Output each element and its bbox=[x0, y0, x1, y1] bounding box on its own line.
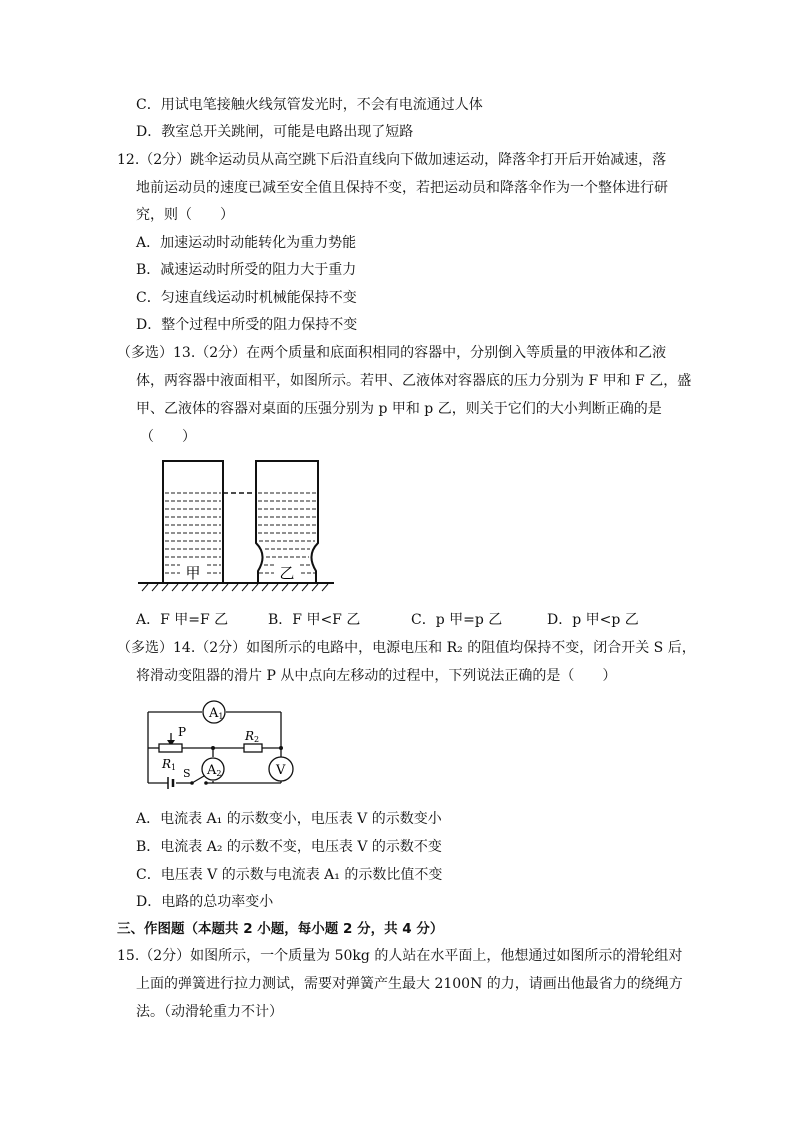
q12-stem-line-2: 地前运动员的速度已减至安全值且保持不变，若把运动员和降落伞作为一个整体进行研 bbox=[136, 180, 668, 196]
q12-option-a: A．加速运动时动能转化为重力势能 bbox=[136, 235, 357, 251]
containers-figure bbox=[138, 455, 338, 595]
a1-label: A bbox=[209, 706, 219, 721]
a1-subscript: 1 bbox=[218, 712, 224, 721]
q13-stem-line-2: 体，两容器中液面相平，如图所示。若甲、乙液体对容器底的压力分别为 F 甲和 F 乙，盛 bbox=[136, 373, 692, 389]
q14-stem-line-1: （多选）14.（2分）如图所示的电路中，电源电压和 R₂ 的阻值均保持不变，闭合开关 S 后， bbox=[117, 640, 696, 656]
section-3-heading: 三、作图题（本题共 2 小题，每小题 2 分，共 4 分） bbox=[117, 921, 444, 937]
svg-text:R1 bbox=[161, 757, 176, 772]
q11-option-d: D．教室总开关跳闸，可能是电路出现了短路 bbox=[136, 124, 414, 140]
q13-option-c: C．p 甲=p 乙 bbox=[411, 612, 503, 628]
slider-p-label: P bbox=[178, 725, 187, 739]
v-label: V bbox=[276, 763, 286, 778]
q12-option-b: B．减速运动时所受的阻力大于重力 bbox=[136, 262, 357, 278]
a2-subscript: 2 bbox=[216, 769, 222, 778]
q14-option-d: D．电路的总功率变小 bbox=[136, 894, 274, 910]
q14-stem-line-2: 将滑动变阻器的滑片 P 从中点向左移动的过程中，下列说法正确的是（ ） bbox=[136, 668, 617, 684]
q13-stem-line-4: （ ） bbox=[140, 429, 196, 445]
q14-option-a: A．电流表 A₁ 的示数变小，电压表 V 的示数变小 bbox=[136, 811, 442, 827]
q15-stem-line-3: 法。（动滑轮重力不计） bbox=[136, 1004, 283, 1020]
resistor-r1 bbox=[159, 744, 182, 752]
r2-label: R bbox=[245, 729, 255, 743]
a2-label: A bbox=[207, 763, 217, 778]
svg-text:R2 bbox=[244, 729, 259, 744]
q12-option-d: D．整个过程中所受的阻力保持不变 bbox=[136, 317, 358, 333]
q15-stem-line-1: 15.（2分）如图所示，一个质量为 50kg 的人站在水平面上，他想通过如图所示的滑轮组对 bbox=[117, 948, 683, 964]
q13-stem-line-3: 甲、乙液体的容器对桌面的压强分别为 p 甲和 p 乙，则关于它们的大小判断正确的是 bbox=[136, 401, 662, 417]
q11-option-c: C．用试电笔接触火线氖管发光时，不会有电流通过人体 bbox=[136, 97, 483, 113]
r1-label: R bbox=[162, 757, 172, 771]
circuit-diagram bbox=[140, 695, 300, 800]
r2-subscript: 2 bbox=[254, 735, 260, 744]
resistor-r2 bbox=[244, 744, 262, 752]
q15-stem-line-2: 上面的弹簧进行拉力测试，需要对弹簧产生最大 2100N 的力，请画出他最省力的绕绳方 bbox=[136, 976, 683, 992]
q13-option-d: D．p 甲<p 乙 bbox=[547, 612, 639, 628]
q13-option-a: A．F 甲=F 乙 bbox=[136, 612, 229, 628]
q13-stem-line-1: （多选）13.（2分）在两个质量和底面积相同的容器中，分别倒入等质量的甲液体和乙液 bbox=[117, 345, 667, 361]
switch-s-label: S bbox=[183, 767, 191, 780]
q13-option-b: B．F 甲<F 乙 bbox=[268, 612, 361, 628]
q14-option-b: B．电流表 A₂ 的示数不变，电压表 V 的示数不变 bbox=[136, 839, 442, 855]
q12-stem-line-3: 究，则（ ） bbox=[136, 207, 234, 223]
r1-subscript: 1 bbox=[171, 763, 177, 772]
label-yi: 乙 bbox=[279, 564, 295, 582]
q12-option-c: C．匀速直线运动时机械能保持不变 bbox=[136, 290, 357, 306]
q14-option-c: C．电压表 V 的示数与电流表 A₁ 的示数比值不变 bbox=[136, 867, 443, 883]
label-jia: 甲 bbox=[185, 564, 201, 582]
q12-stem-line-1: 12.（2分）跳伞运动员从高空跳下后沿直线向下做加速运动，降落伞打开后开始减速，落 bbox=[117, 152, 667, 168]
